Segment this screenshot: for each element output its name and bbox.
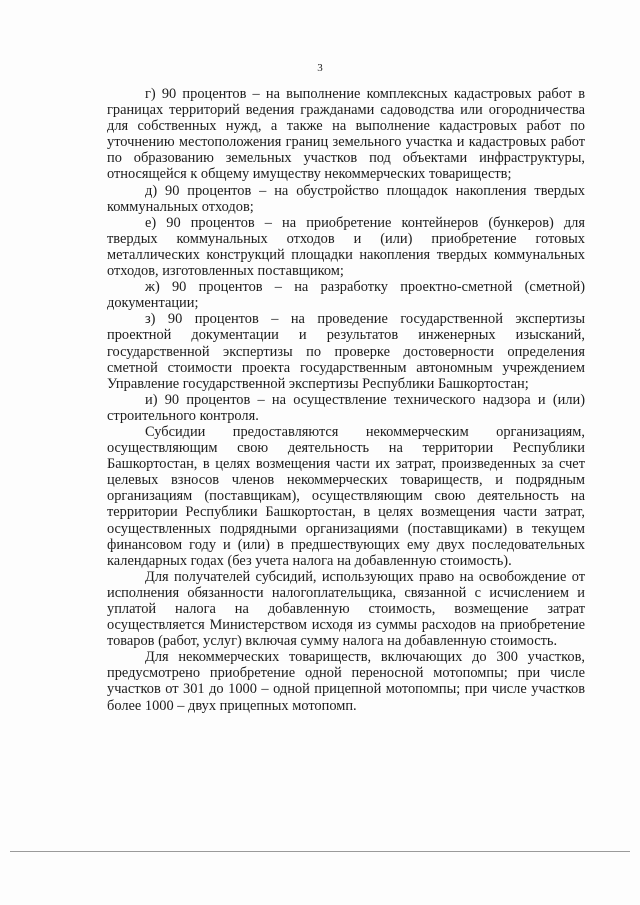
paragraph-subsidies: Субсидии предоставляются некоммерческим организациям, осуществляющим свою деятельность на территории Республики Башкортостан, в целях возмещения части их затрат, произведенных за счет целевых взносов членов некоммерческих товариществ, и подрядным организациям (поставщикам), осуществляющим свою деятельность на территории Республики Башкортостан, в целях возмещения части затрат, осуществленных подрядными организациями (поставщиками) в текущем финансовом году и (или) в предшествующих ему двух последовательных календарных годах (без учета налога на добавленную стоимость). [107,423,585,569]
paragraph-item-g: г) 90 процентов – на выполнение комплексных кадастровых работ в границах территорий ведения гражданами садоводства или огородничества для собственных нужд, а также на выполнение кадастровых работ по уточнению местоположения границ земельного участка и кадастровых работ по образованию земельных участков под объектами инфраструктуры, относящейся к общему имуществу некоммерческих товариществ; [107,86,585,183]
paragraph-item-i: и) 90 процентов – на осуществление технического надзора и (или) строительного контроля. [107,391,585,424]
page-divider [10,851,630,852]
paragraph-vat-exemption: Для получателей субсидий, использующих право на освобождение от исполнения обязанности налогоплательщика, связанной с исчислением и уплатой налога на добавленную стоимость, возмещение затрат осуществляется Министерством исходя из суммы расходов на приобретение товаров (работ, услуг) включая сумму налога на добавленную стоимость. [107,568,585,650]
paragraph-item-e: е) 90 процентов – на приобретение контейнеров (бункеров) для твердых коммунальных отходов и (или) приобретение готовых металлических конструкций площадки накопления твердых коммунальных отходов, изготовленных поставщиком; [107,214,585,280]
paragraph-item-zh: ж) 90 процентов – на разработку проектно-сметной (сметной) документации; [107,279,585,312]
paragraph-motor-pumps: Для некоммерческих товариществ, включающих до 300 участков, предусмотрено приобретение одной переносной мотопомпы; при числе участков от 301 до 1000 – одной прицепной мотопомпы; при числе участков более 1000 – двух прицепных мотопомп. [107,649,585,714]
paragraph-item-d: д) 90 процентов – на обустройство площадок накопления твердых коммунальных отходов; [107,182,585,215]
paragraph-item-z: з) 90 процентов – на проведение государственной экспертизы проектной документации и результатов инженерных изысканий, государственной экспертизы по проверке достоверности определения сметной стоимости проекта государственным автономным учреждением Управление государственной экспертизы Республики Башкортостан; [107,311,585,392]
document-body [107,86,585,714]
page-number: 3 [317,62,323,74]
